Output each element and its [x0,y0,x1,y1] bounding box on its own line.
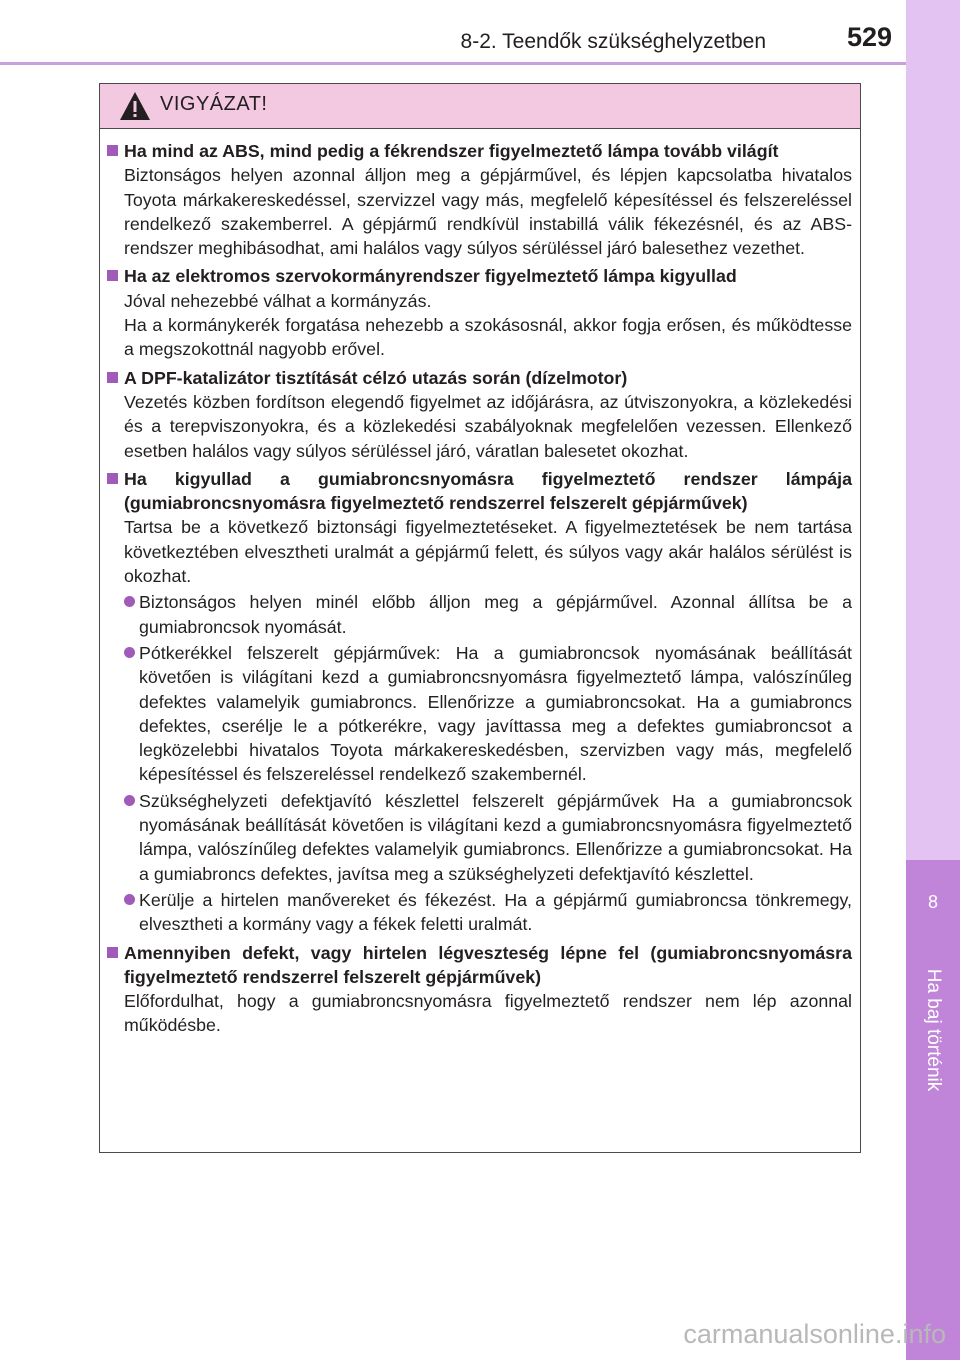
round-bullet-icon [124,888,139,937]
section-text: Biztonságos helyen azonnal álljon meg a gépjárművel, és lépjen kapcsolatba hivatalos Toyota márkakereskedéssel, szervizzel vagy más, megfelelő képesítéssel és felszereléssel rendelkező szakemberrel. A gépjármű rendkívül instabillá válik fékezésnél, és az ABS-rendszer meghibásodhat, ami halálos vagy súlyos sérüléssel járó balesethez vezethet. [124,165,852,259]
list-item: Biztonságos helyen minél előbb álljon meg a gépjárművel. Azonnal állítsa be a gumiabroncsok nyomását. [107,590,852,639]
warning-box [99,83,861,1153]
square-bullet-icon [107,372,124,383]
list-item: Kerülje a hirtelen manővereket és fékezést. Ha a gépjármű gumiabroncsa tönkremegy, elvesztheti a kormány vagy a fékek feletti uralmát. [107,888,852,937]
warning-section-abs [107,139,852,260]
chapter-tab-active [906,860,960,1360]
warning-body [100,129,860,1038]
section-heading: Ha az elektromos szervokormányrendszer figyelmeztető lámpa kigyullad [124,266,737,287]
round-bullet-icon [124,641,139,787]
warning-section-power-steering [107,264,852,361]
round-bullet-icon [124,789,139,886]
square-bullet-icon [107,947,124,958]
square-bullet-icon [107,473,124,484]
page-header [0,0,906,64]
warning-section-tpws [107,467,852,937]
section-title: 8-2. Teendők szükséghelyzetben [460,30,766,53]
chapter-number: 8 [927,892,938,912]
section-text: Ha a kormánykerék forgatása nehezebb a szokásosnál, akkor fogja erősen, és működtesse a megszokottnál nagyobb erővel. [124,315,852,360]
header-divider [0,62,906,65]
chapter-title: Ha baj történik [923,968,944,1092]
list-item: Pótkerékkel felszerelt gépjárművek: Ha a gumiabroncsok nyomásának beállítását követően is világítani kezd a gumiabroncsnyomásra figyelmeztető lámpa, valószínűleg defektes valamelyik gumiabroncs. Ellenőrizze a gumiabroncsokat. Ha a gumiabroncs defektes, cserélje le a pótkerékre, vagy javíttassa meg a defektes gumiabroncsot a legközelebbi hivatalos Toyota márkakereskedésben, szervizben vagy más, megfelelő képesítéssel és felszereléssel rendelkező szakembernél. [107,641,852,787]
warning-triangle-icon [118,90,152,122]
warning-header [100,84,860,129]
square-bullet-icon [107,145,124,156]
warning-section-dpf [107,366,852,463]
square-bullet-icon [107,270,124,281]
section-text: Vezetés közben fordítson elegendő figyelmet az időjárásra, az útviszonyokra, a közlekedési és a terepviszonyokra, és a közlekedési szabályoknak megfelelően vezessen. Ellenkező esetben halálos vagy súlyos sérüléssel járó, váratlan balesetet okozhat. [124,391,852,461]
warning-title: VIGYÁZAT! [160,93,268,115]
section-text: Tartsa be a következő biztonsági figyelmeztetéseket. A figyelmeztetések be nem tartása következtében elvesztheti uralmát a gépjármű felett, és súlyos vagy akár halálos sérülést is okozhat. [124,517,852,587]
list-item: Szükséghelyzeti defektjavító készlettel felszerelt gépjárművek Ha a gumiabroncsok nyomásának beállítását követően is világítani kezd a gumiabroncsnyomásra figyelmeztető lámpa, valószínűleg defektes valamelyik gumiabroncs. Ellenőrizze a gumiabroncsokat. Ha a gumiabroncs defektes, javítsa meg a szükséghelyzeti defektjavító készlettel. [107,789,852,886]
section-heading: Ha mind az ABS, mind pedig a fékrendszer figyelmeztető lámpa tovább világít [124,141,779,161]
section-text: Előfordulhat, hogy a gumiabroncsnyomásra figyelmeztető rendszer nem lép azonnal működésbe. [124,991,852,1036]
section-heading: A DPF-katalizátor tisztítását célzó utazás során (dízelmotor) [124,367,628,388]
round-bullet-icon [124,590,139,639]
section-heading: Amennyiben defekt, vagy hirtelen légveszteség lépne fel (gumiabroncsnyomásra figyelmeztető rendszerrel felszerelt gépjárművek) [124,942,852,987]
page-number: 529 [846,22,892,52]
warning-section-puncture [107,941,852,1038]
section-text: Jóval nehezebbé válhat a kormányzás. [124,290,432,311]
section-heading: Ha kigyullad a gumiabroncsnyomásra figyelmeztető rendszer lámpája (gumiabroncsnyomásra figyelmeztető rendszerrel felszerelt gépjárművek) [124,468,852,514]
watermark: carmanualsonline.info [683,1319,946,1349]
